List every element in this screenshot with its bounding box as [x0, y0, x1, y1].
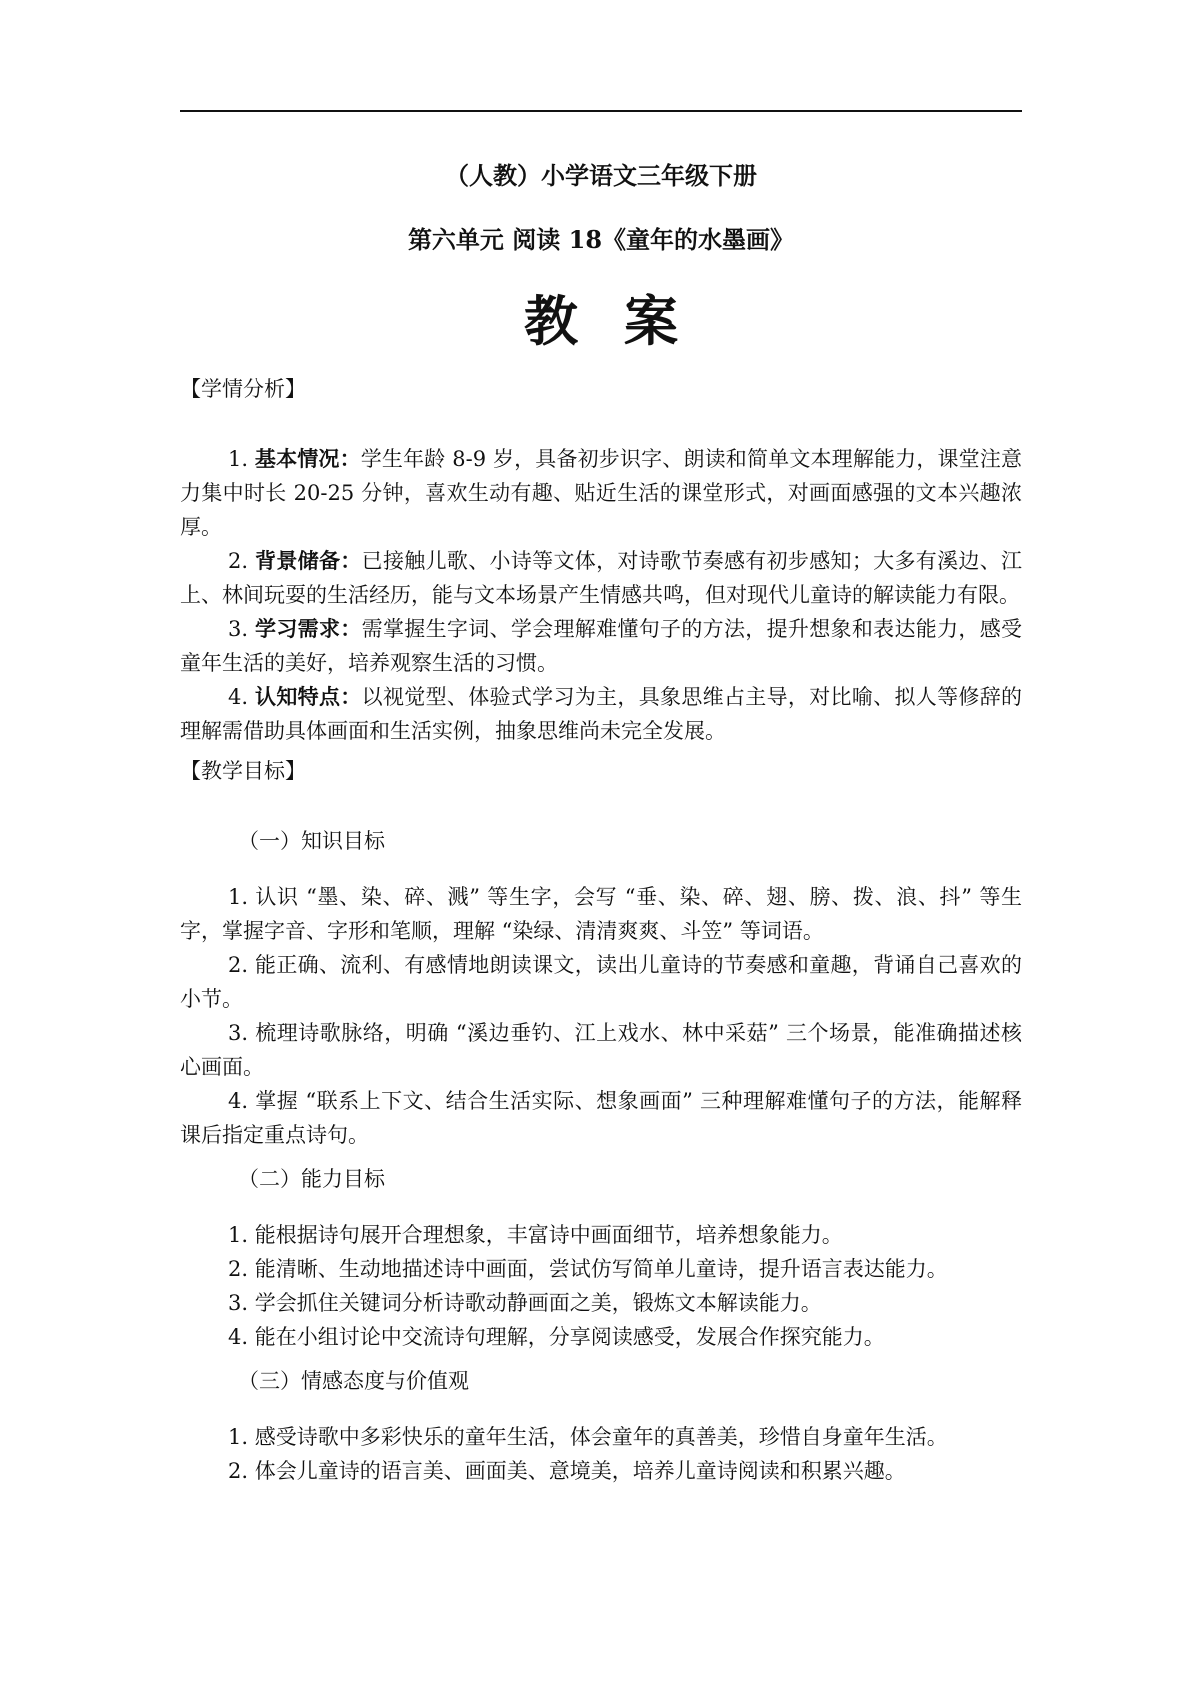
knowledge-goal-item: 1. 认识 “墨、染、碎、溅” 等生字，会写 “垂、染、碎、翅、膀、拨、浪、抖” 等生字，掌握字音、字形和笔顺，理解 “染绿、清清爽爽、斗笠” 等词语。 — [180, 885, 1022, 943]
knowledge-goal-item: 3. 梳理诗歌脉络，明确 “溪边垂钓、江上戏水、林中采菇” 三个场景，能准确描述核心画面。 — [180, 1021, 1022, 1079]
learning-analysis-item — [180, 680, 1022, 748]
item-text: 学生年龄 8-9 岁，具备初步识字、朗读和简单文本理解能力，课堂注意力集中时长 20-25 分钟，喜欢生动有趣、贴近生活的课堂形式，对画面感强的文本兴趣浓厚。 — [180, 447, 1023, 539]
learning-analysis-item — [180, 442, 1022, 544]
item-number: 3. — [228, 617, 249, 641]
subsection-heading-emotion: （三）情感态度与价值观 — [238, 1369, 469, 1393]
item-number: 2. — [228, 549, 249, 573]
item-text: 需掌握生字词、学会理解难懂句子的方法，提升想象和表达能力，感受童年生活的美好，培养观察生活的习惯。 — [180, 617, 1023, 675]
textbook-title: （人教）小学语文三年级下册 — [445, 161, 757, 190]
item-label: 认知特点： — [255, 684, 362, 709]
lesson-title: 第六单元 阅读 18《童年的水墨画》 — [407, 225, 795, 254]
learning-analysis-item — [180, 544, 1022, 612]
item-label: 背景储备： — [255, 548, 362, 573]
ability-goal-item: 2. 能清晰、生动地描述诗中画面，尝试仿写简单儿童诗，提升语言表达能力。 — [228, 1257, 948, 1281]
knowledge-goal-item: 4. 掌握 “联系上下文、结合生活实际、想象画面” 三种理解难懂句子的方法，能解释课后指定重点诗句。 — [180, 1089, 1022, 1147]
item-label: 学习需求： — [255, 616, 362, 641]
item-text: 以视觉型、体验式学习为主，具象思维占主导，对比喻、拟人等修辞的理解需借助具体画面和生活实例，抽象思维尚未完全发展。 — [180, 685, 1023, 743]
ability-goal-item: 3. 学会抓住关键词分析诗歌动静画面之美，锻炼文本解读能力。 — [228, 1291, 822, 1315]
item-number: 4. — [228, 685, 249, 709]
subsection-heading-ability: （二）能力目标 — [238, 1167, 385, 1191]
document-body — [180, 372, 1022, 1488]
item-label: 基本情况： — [254, 446, 361, 471]
item-text: 已接触儿歌、小诗等文体，对诗歌节奏感有初步感知；大多有溪边、江上、林间玩耍的生活经历，能与文本场景产生情感共鸣，但对现代儿童诗的解读能力有限。 — [180, 549, 1023, 607]
learning-analysis-item — [180, 612, 1022, 680]
section-heading-teaching-goals: 【教学目标】 — [180, 759, 306, 783]
emotion-goal-item: 2. 体会儿童诗的语言美、画面美、意境美，培养儿童诗阅读和积累兴趣。 — [228, 1459, 906, 1483]
subsection-heading-knowledge: （一）知识目标 — [238, 829, 385, 853]
ability-goal-item: 4. 能在小组讨论中交流诗句理解，分享阅读感受，发展合作探究能力。 — [228, 1325, 885, 1349]
section-heading-learning-analysis: 【学情分析】 — [180, 377, 306, 401]
item-number: 1. — [228, 447, 249, 471]
emotion-goal-item: 1. 感受诗歌中多彩快乐的童年生活，体会童年的真善美，珍惜自身童年生活。 — [228, 1425, 948, 1449]
document-title: 教案 — [524, 289, 724, 353]
knowledge-goal-item: 2. 能正确、流利、有感情地朗读课文，读出儿童诗的节奏感和童趣，背诵自己喜欢的小节。 — [180, 953, 1022, 1011]
ability-goal-item: 1. 能根据诗句展开合理想象，丰富诗中画面细节，培养想象能力。 — [228, 1223, 843, 1247]
header-rule — [180, 110, 1022, 112]
